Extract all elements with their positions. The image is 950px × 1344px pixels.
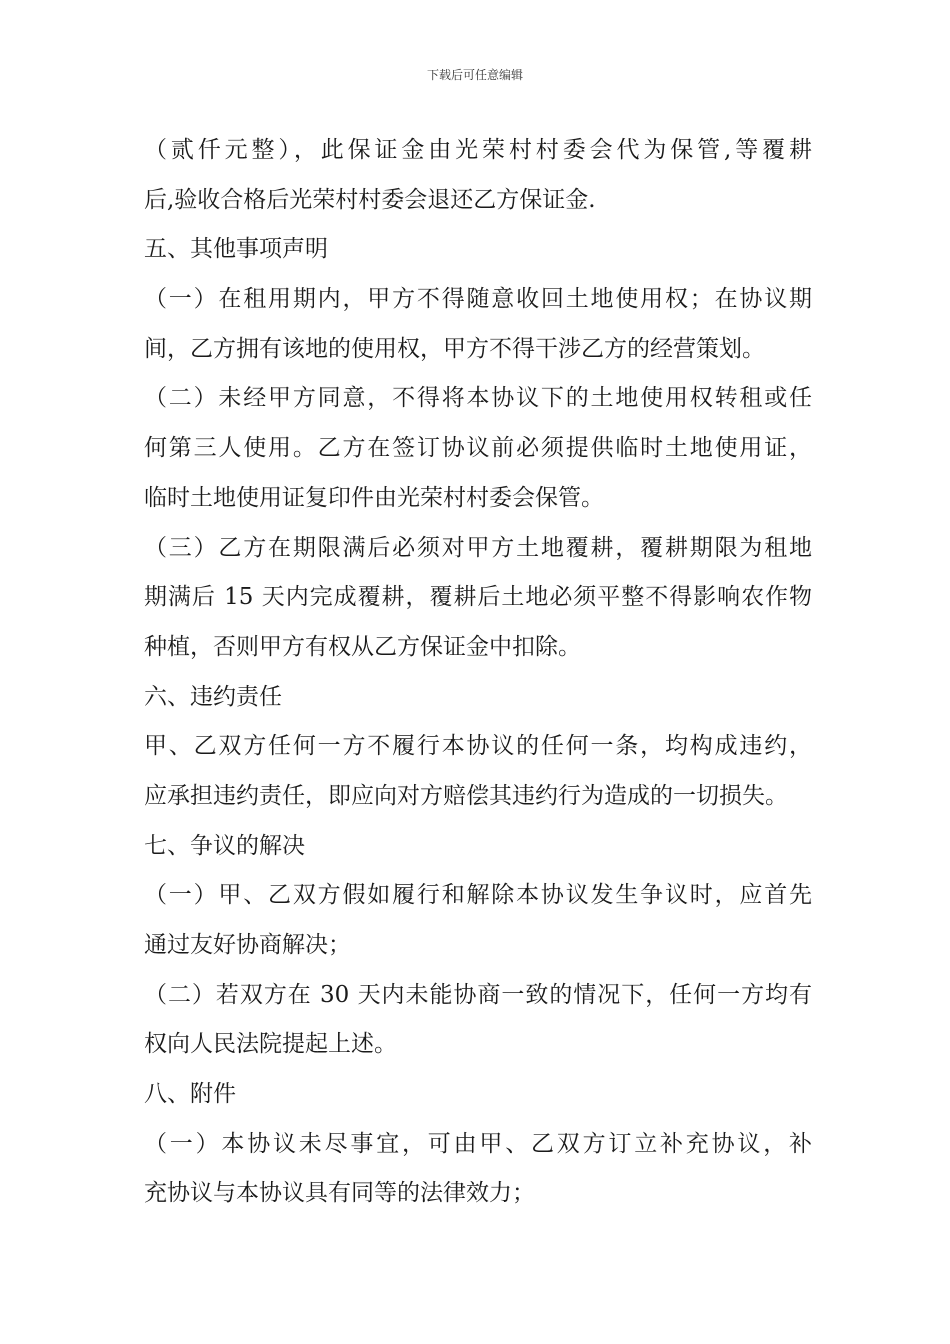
section-heading: 五、其他事项声明 [144, 236, 328, 263]
text-line: 充协议与本协议具有同等的法律效力； [144, 1180, 535, 1207]
text-line: （二）若双方在 30 天内未能协商一致的情况下，任何一方均有 [144, 981, 812, 1008]
text-line: 通过友好协商解决； [144, 932, 351, 958]
text-line: 何第三人使用。乙方在签订协议前必须提供临时土地使用证， [144, 435, 812, 462]
text-line: 后,验收合格后光荣村村委会退还乙方保证金. [144, 186, 596, 213]
page-header: 下载后可任意编辑 [426, 68, 523, 82]
section-heading: 七、争议的解决 [144, 832, 305, 859]
document-body [144, 126, 812, 1219]
section-heading: 六、违约责任 [144, 683, 282, 710]
text-line: （一）本协议未尽事宜，可由甲、乙双方订立补充协议，补 [144, 1130, 812, 1157]
text-line: 期满后 15 天内完成覆耕，覆耕后土地必须平整不得影响农作物 [144, 584, 812, 611]
text-line: （一）甲、乙双方假如履行和解除本协议发生争议时，应首先 [144, 882, 812, 909]
text-line: 种植，否则甲方有权从乙方保证金中扣除。 [144, 633, 581, 660]
text-line: 临时土地使用证复印件由光荣村村委会保管。 [144, 484, 604, 511]
text-line: 间，乙方拥有该地的使用权，甲方不得干涉乙方的经营策划。 [144, 335, 765, 362]
text-line: 权向人民法院提起上述。 [144, 1031, 397, 1058]
text-line: 应承担违约责任，即应向对方赔偿其违约行为造成的一切损失。 [144, 782, 788, 809]
text-line: （二）未经甲方同意，不得将本协议下的土地使用权转租或任 [144, 385, 812, 412]
section-heading: 八、附件 [144, 1081, 236, 1108]
text-line: （三）乙方在期限满后必须对甲方土地覆耕，覆耕期限为租地 [144, 534, 812, 561]
text-line: （贰仟元整），此保证金由光荣村村委会代为保管,等覆耕 [144, 137, 812, 163]
text-line: 甲、乙双方任何一方不履行本协议的任何一条，均构成违约， [144, 733, 812, 760]
text-line: （一）在租用期内，甲方不得随意收回土地使用权；在协议期 [144, 286, 812, 313]
